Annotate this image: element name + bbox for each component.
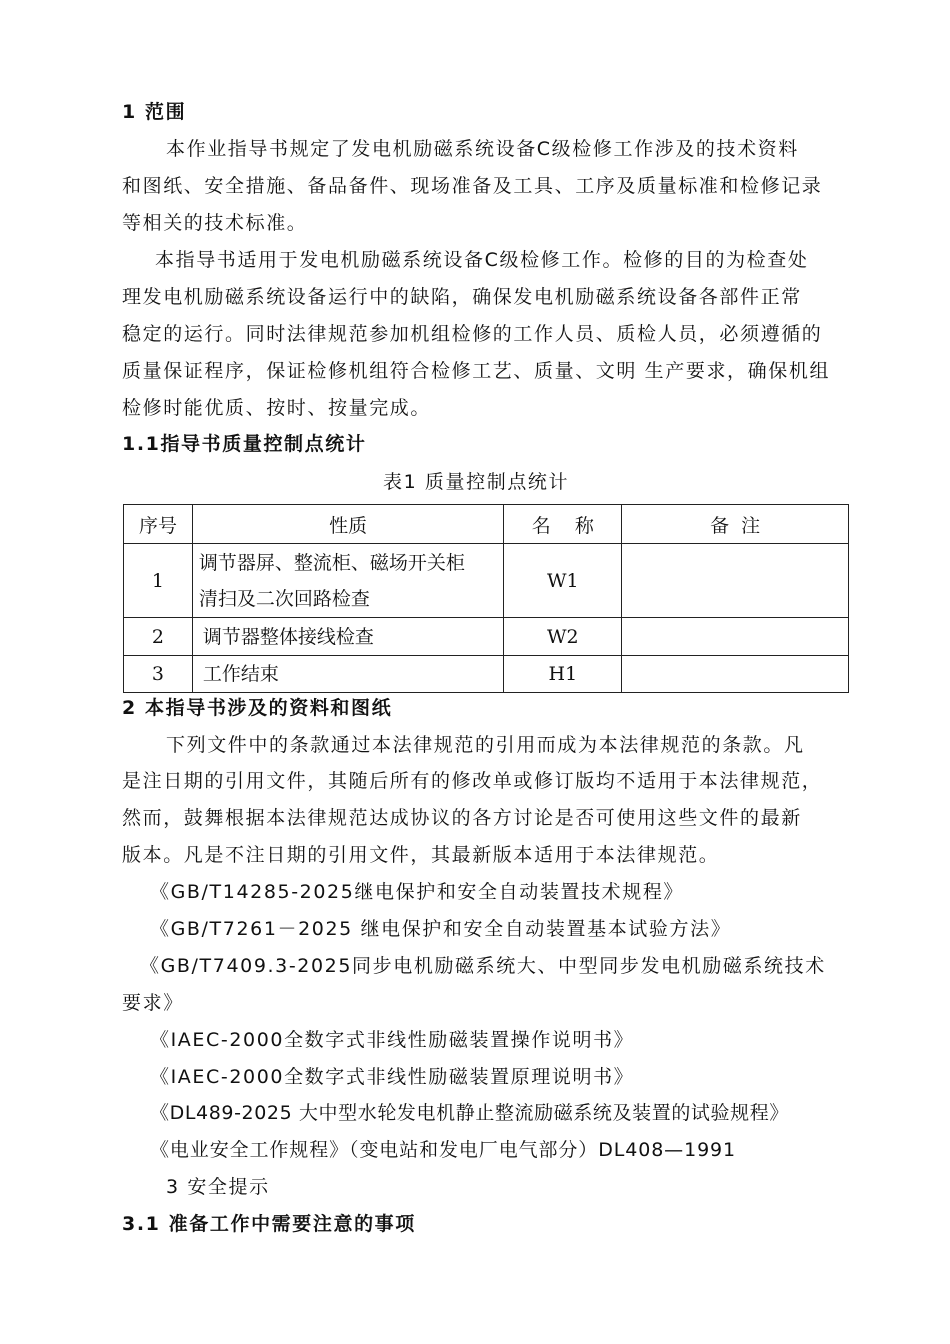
reference-item: 《GB/T7409.3-2025同步电机励磁系统大、中型同步发电机励磁系统技术 [140,955,826,977]
section-2-title: 2 本指导书涉及的资料和图纸 [122,697,393,719]
cell-nature-line: 调节器屏、整流柜、磁场开关柜 [198,551,465,574]
reference-item: 《IAEC-2000全数字式非线性励磁装置操作说明书》 [150,1029,635,1051]
cell-name: W2 [504,618,622,656]
cell-nature [192,544,504,618]
paragraph-line: 等相关的技术标准。 [122,212,308,234]
paragraph-line: 然而，鼓舞根据本法律规范达成协议的各方讨论是否可使用这些文件的最新 [122,807,802,829]
cell-no: 3 [124,656,193,693]
cell-nature: 工作结束 [192,656,504,693]
table-row [124,656,849,693]
paragraph-line: 版本。凡是不注日期的引用文件，其最新版本适用于本法律规范。 [122,844,720,866]
section-3-title: 3 安全提示 [166,1176,270,1198]
paragraph-line: 质量保证程序，保证检修机组符合检修工艺、质量、文明 生产要求，确保机组 [122,360,831,382]
cell-nature: 调节器整体接线检查 [192,618,504,656]
cell-no: 1 [124,544,193,618]
table-row [124,618,849,656]
table-row [124,544,849,618]
quality-control-table [123,504,849,693]
paragraph-line: 理发电机励磁系统设备运行中的缺陷，确保发电机励磁系统设备各部件正常 [122,286,802,308]
cell-note [622,656,849,693]
cell-note [622,544,849,618]
header-name: 名 称 [504,505,622,544]
header-no: 序号 [124,505,193,544]
reference-item: 《DL489-2025 大中型水轮发电机静止整流励磁系统及装置的试验规程》 [150,1102,789,1124]
cell-no: 2 [124,618,193,656]
paragraph-line: 本指导书适用于发电机励磁系统设备C级检修工作。检修的目的为检查处 [155,249,809,271]
header-note: 备 注 [622,505,849,544]
cell-nature-line: 清扫及二次回路检查 [198,587,370,610]
reference-item: 《GB/T14285-2025继电保护和安全自动装置技术规程》 [150,881,685,903]
section-1-1-title: 1.1指导书质量控制点统计 [122,433,367,455]
reference-item: 《电业安全工作规程》（变电站和发电厂电气部分）DL408—1991 [150,1139,737,1161]
section-3-1-title: 3.1 准备工作中需要注意的事项 [122,1213,416,1235]
paragraph-line: 和图纸、安全措施、备品备件、现场准备及工具、工序及质量标准和检修记录 [122,175,823,197]
paragraph-line: 下列文件中的条款通过本法律规范的引用而成为本法律规范的条款。凡 [166,734,805,756]
reference-item: 要求》 [122,992,184,1014]
reference-item: 《GB/T7261－2025 继电保护和安全自动装置基本试验方法》 [150,918,732,940]
cell-name: W1 [504,544,622,618]
paragraph-line: 稳定的运行。同时法律规范参加机组检修的工作人员、质检人员，必须遵循的 [122,323,823,345]
cell-note [622,618,849,656]
header-nature: 性质 [192,505,504,544]
section-1-title: 1 范围 [122,101,187,123]
paragraph-line: 本作业指导书规定了发电机励磁系统设备C级检修工作涉及的技术资料 [166,138,799,160]
cell-name: H1 [504,656,622,693]
paragraph-line: 检修时能优质、按时、按量完成。 [122,397,432,419]
table-header-row [124,505,849,544]
paragraph-line: 是注日期的引用文件，其随后所有的修改单或修订版均不适用于本法律规范， [122,770,823,792]
table-caption: 表1 质量控制点统计 [383,471,570,493]
reference-item: 《IAEC-2000全数字式非线性励磁装置原理说明书》 [150,1066,635,1088]
